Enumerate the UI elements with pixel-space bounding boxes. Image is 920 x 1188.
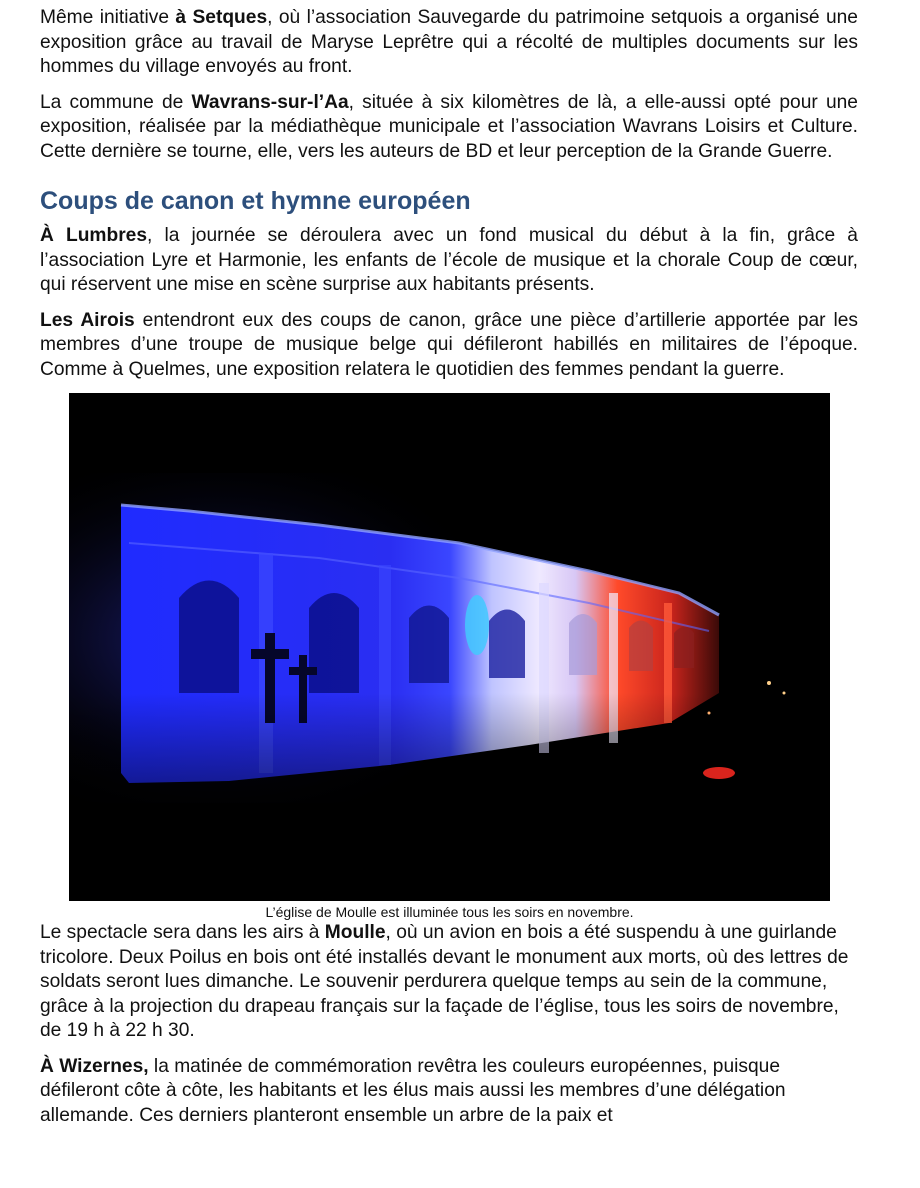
text-run: La commune de	[40, 91, 192, 113]
paragraph-lumbres	[40, 224, 858, 298]
church-photo	[69, 393, 830, 901]
place-name-lumbres: À Lumbres	[40, 225, 148, 246]
text-run: entendront eux des coups de canon, grâce une pièce d’artillerie apportée par les membres d’une troupe de musique belge qui défileront habillés en militaires de l’époque. Comme à Quelmes, une exposition relatera le quotidien des femmes pendant la guerre.	[40, 309, 859, 380]
place-name-moulle: Moulle	[324, 922, 386, 943]
paragraph-wavrans	[40, 91, 858, 165]
paragraph-airois	[40, 309, 858, 383]
article-body	[40, 6, 858, 1139]
text-run: Même initiative	[40, 7, 176, 28]
paragraph-moulle	[40, 921, 858, 1044]
photo-caption: L’église de Moulle est illuminée tous les soirs en novembre.	[265, 904, 634, 920]
place-name-wizernes: À Wizernes,	[40, 1055, 149, 1077]
text-run: la matinée de commémoration revêtra les couleurs européennes, puisque défileront côte à côte, les habitants et les élus mais aussi les membres d’une délégation allemande. Ces derniers planteront ensemble un arbre de la paix et	[40, 1055, 786, 1126]
place-name-wavrans: Wavrans-sur-l’Aa	[191, 91, 349, 113]
text-run: Le spectacle sera dans les airs à	[40, 922, 325, 943]
section-heading: Coups de canon et hymne européen	[40, 187, 471, 215]
text-run: , située à six kilomètres de là, a elle-aussi opté pour une exposition, réalisée par la médiathèque municipale et l’association Wavrans Loisirs et Culture. Cette dernière se tourne, elle, vers les auteurs de BD et leur perception de la Grande Guerre.	[40, 91, 858, 162]
text-run: , la journée se déroulera avec un fond musical du début à la fin, grâce à l’association Lyre et Harmonie, les enfants de l’école de musique et la chorale Coup de cœur, qui réservent une mise en scène surprise aux habitants présents.	[40, 225, 858, 295]
paragraph-wizernes	[40, 1055, 858, 1129]
text-run: , où un avion en bois a été suspendu à une guirlande tricolore. Deux Poilus en bois ont été installés devant le monument aux morts, où des lettres de soldats seront lues dimanche. Le souvenir perdurera quelque temps au sein de la commune, grâce à la projection du drapeau français sur la façade de l’église, tous les soirs de novembre, de 19 h à 22 h 30.	[40, 922, 849, 1041]
paragraph-setques	[40, 6, 858, 80]
text-run: , où l’association Sauvegarde du patrimoine setquois a organisé une exposition grâce au travail de Maryse Leprêtre qui a récolté de multiples documents sur les hommes du village envoyés au front.	[40, 7, 858, 77]
church-photo-figure	[69, 393, 830, 921]
place-name-setques: à Setques	[175, 7, 268, 28]
place-name-airois: Les Airois	[40, 309, 135, 331]
